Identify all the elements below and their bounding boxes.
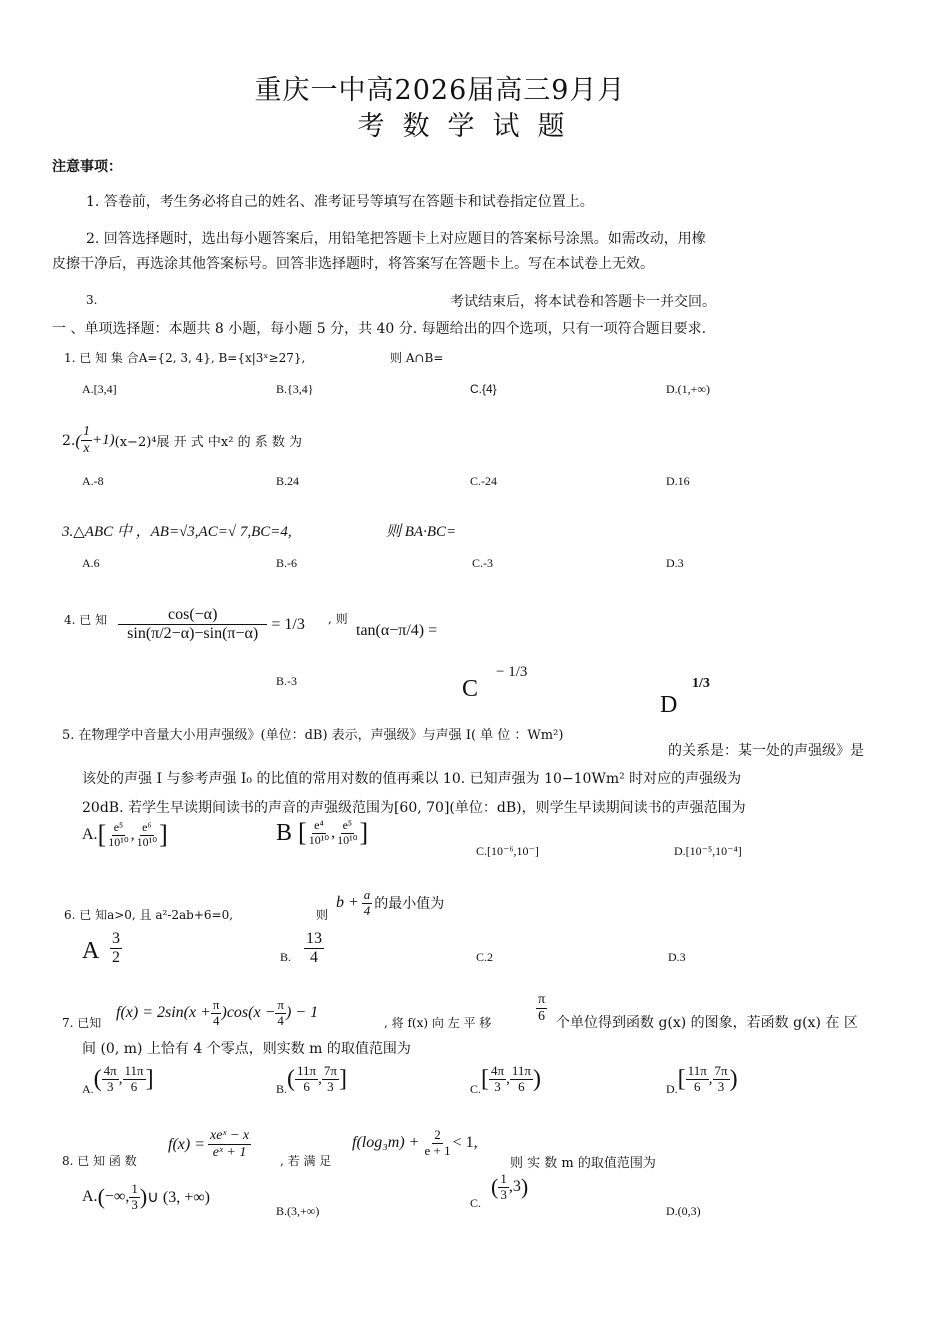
q5-option-a-bracket-open: [ bbox=[97, 820, 107, 849]
q1-option-b: B.{3,4} bbox=[276, 382, 314, 396]
q5-line-2: 的关系是：某一处的声强级》是 bbox=[668, 743, 864, 759]
q7-cos: )cos(x − bbox=[221, 1004, 276, 1022]
q1-option-d: D.(1,+∞) bbox=[666, 382, 710, 396]
q8-option-d: D.(0,3) bbox=[666, 1204, 701, 1218]
q7-option-a-value: ( $\frac{4\pi}{3}$ , $\frac{11\pi}{6}$ ] bbox=[93, 1063, 154, 1094]
notice-item-1: 1. 答卷前，考生务必将自己的姓名、准考证号等填写在答题卡和试卷指定位置上。 bbox=[86, 194, 594, 210]
notice-heading: 注意事项： bbox=[52, 159, 122, 175]
q8-fraction-2: $\frac{2}{e + 1}$ bbox=[424, 1127, 451, 1158]
q6-option-a-letter: A bbox=[82, 938, 100, 964]
q7-fx-def: f(x) = 2sin(x + bbox=[116, 1004, 211, 1022]
q6-option-d: D.3 bbox=[668, 950, 686, 964]
q5-option-b-frac-1: $\frac{\text{e⁴}}{\text{10¹⁰}}$ bbox=[308, 817, 330, 847]
q5-option-a-bracket-close: ] bbox=[159, 820, 168, 849]
q4-fraction-numerator: cos(−α) bbox=[118, 606, 267, 625]
q8-option-a-letter: A. bbox=[82, 1188, 98, 1206]
q7-line-1-suffix: 个单位得到函数 g(x) 的图象，若函数 g(x) 在 区 bbox=[556, 1015, 858, 1031]
q3-option-c: C.-3 bbox=[472, 556, 493, 570]
q2-option-b: B.24 bbox=[276, 474, 300, 488]
q7-minus-one: ) − 1 bbox=[285, 1004, 319, 1022]
q7-option-c-value: [ $\frac{4\pi}{3}$ , $\frac{11\pi}{6}$ ) bbox=[481, 1063, 541, 1094]
q2-stem bbox=[62, 424, 302, 457]
q4-then: , 则 bbox=[328, 612, 348, 626]
q2-expr-tail: (x−2)⁴展 开 式 中x² 的 系 数 为 bbox=[114, 435, 302, 451]
q7-pi-over-4-b: $\frac{\pi}{4}$ bbox=[277, 997, 284, 1028]
q2-option-d: D.16 bbox=[666, 474, 690, 488]
q6-option-b-value: $\frac{13}{4}$ bbox=[306, 930, 322, 967]
q6-stem: 6. 已 知a>0, 且 a²-2ab+6=0, bbox=[64, 908, 234, 922]
q6-a-over-4: $\frac{a}{4}$ bbox=[363, 887, 371, 918]
q6-expression bbox=[336, 888, 444, 919]
q2-option-c: C.-24 bbox=[470, 474, 497, 488]
q6-option-c: C.2 bbox=[476, 950, 494, 964]
q5-line-1: 5. 在物理学中音量大小用声强级》(单位：dB) 表示，声强级》与声强 I( 单 位 ：Wm²) bbox=[62, 728, 564, 743]
q3-option-a: A.6 bbox=[82, 556, 100, 570]
q5-option-b-bracket-open: [ bbox=[298, 818, 307, 847]
q4-equals: = 1/3 bbox=[271, 615, 305, 633]
q3-option-d: D.3 bbox=[666, 556, 684, 570]
q4-expression bbox=[118, 606, 305, 644]
q2-plus-one: +1) bbox=[92, 432, 115, 449]
q8-option-a: A. ( −∞, $\frac{1}{3}$ ) ∪ (3, +∞) bbox=[82, 1181, 210, 1212]
q1-option-c: C.{4} bbox=[470, 382, 497, 396]
q7-option-a-letter: A. bbox=[82, 1081, 94, 1096]
q6-ask-suffix: 的最小值为 bbox=[374, 897, 445, 913]
q8-log-term: f(log₃m) + bbox=[352, 1134, 420, 1152]
q8-option-c-letter: C. bbox=[470, 1195, 482, 1210]
q5-option-a-frac-1: $\frac{\text{e⁵}}{\text{10¹⁰}}$ bbox=[108, 819, 129, 849]
q7-option-b bbox=[276, 1063, 347, 1099]
q8-condition-text: , 若 满 足 bbox=[280, 1154, 332, 1168]
q7-pi-over-4-a: $\frac{\pi}{4}$ bbox=[212, 997, 220, 1028]
q7-option-d bbox=[666, 1063, 738, 1099]
q7-shift-text: , 将 f(x) 向 左 平 移 bbox=[384, 1016, 492, 1030]
q2-number: 2. bbox=[62, 432, 76, 449]
q4-number: 4. 已 知 bbox=[64, 613, 108, 627]
page-subtitle: 考数学试题 bbox=[357, 111, 583, 142]
q8-option-c-value: ( $\frac{1}{3}$ ,3 ) bbox=[491, 1171, 529, 1202]
q7-prefix: 7. 已知 bbox=[62, 1016, 102, 1030]
q4-option-d-value: 1/3 bbox=[692, 676, 710, 691]
q7-option-a bbox=[82, 1063, 154, 1099]
q4-ask: tan(α−π/4) = bbox=[356, 622, 438, 639]
q7-option-b-letter: B. bbox=[276, 1081, 288, 1096]
q7-option-d-letter: D. bbox=[666, 1081, 678, 1096]
q2-paren-open: ( bbox=[75, 430, 82, 450]
q4-fraction bbox=[118, 606, 267, 644]
q5-line-3: 该处的声强 I 与参考声强 I₀ 的比值的常用对数的值再乘以 10. 已知声强为 10−10Wm² 时对应的声强级为 bbox=[82, 771, 742, 787]
q5-option-a bbox=[82, 820, 168, 850]
q7-option-c bbox=[470, 1063, 541, 1099]
q1-ask: 则 A∩B= bbox=[390, 351, 444, 365]
section-heading: 一 、单项选择题：本题共 8 小题，每小题 5 分，共 40 分. 每题给出的四个选项，只有一项符合题目要求. bbox=[52, 321, 707, 337]
q8-less-than: < 1, bbox=[452, 1134, 478, 1152]
notice-item-2-line-1: 2. 回答选择题时，选出每小题答案后，用铅笔把答题卡上对应题目的答案标号涂黑。如需改动，用橡 bbox=[86, 231, 706, 247]
q8-option-b: B.(3,+∞) bbox=[276, 1204, 320, 1218]
q5-option-a-letter: A. bbox=[82, 826, 98, 843]
q2-option-a: A.-8 bbox=[82, 474, 104, 488]
q5-option-b-bracket-close: ] bbox=[359, 818, 369, 847]
q7-option-b-value: ( $\frac{11\pi}{6}$ , $\frac{7\pi}{3}$ ] bbox=[287, 1063, 347, 1094]
q5-option-b-letter: B bbox=[276, 819, 293, 846]
q4-option-c-letter: C bbox=[462, 676, 479, 702]
q3-stem: 3.△ABC 中 ，AB=√3,AC=√ 7,BC=4, bbox=[62, 524, 292, 540]
notice-item-3-number: 3. bbox=[86, 293, 98, 307]
q7-shift-amount: $\frac{\pi}{6}$ bbox=[538, 992, 546, 1025]
q5-option-b bbox=[276, 818, 368, 848]
q1-option-a: A.[3,4] bbox=[82, 382, 117, 396]
q4-fraction-denominator: sin(π/2−α)−sin(π−α) bbox=[127, 625, 259, 643]
q5-option-a-comma: , bbox=[130, 826, 135, 843]
q6-b-plus: b + bbox=[336, 894, 359, 912]
q3-ask: 则 BA·BC= bbox=[386, 524, 457, 540]
q7-line-2: 间 (0, m) 上恰有 4 个零点，则实数 m 的取值范围为 bbox=[82, 1041, 411, 1057]
q8-stem-prefix: 8. 已 知 函 数 bbox=[62, 1154, 137, 1168]
q8-function bbox=[168, 1128, 251, 1161]
q5-line-4: 20dB. 若学生早读期间读书的声音的声强级范围为[60, 70](单位：dB)，则学生早读期间读书的声强范围为 bbox=[82, 800, 746, 816]
notice-item-3-text: 考试结束后，将本试卷和答题卡一并交回。 bbox=[450, 294, 716, 310]
q2-fraction: $\frac{1}{x}$ bbox=[83, 424, 91, 457]
q8-option-c bbox=[470, 1171, 529, 1215]
q5-option-b-frac-2: $\frac{\text{e⁵}}{\text{10¹⁰}}$ bbox=[337, 817, 358, 847]
notice-item-2-line-2: 皮擦干净后，再选涂其他答案标号。回答非选择题时，将答案写在答题卡上。写在本试卷上无效。 bbox=[52, 256, 654, 272]
q8-fraction: $\frac{\text{xeˣ − x}}{\text{eˣ + 1}}$ bbox=[210, 1128, 250, 1161]
q1-stem: 1. 已 知 集 合A={2, 3, 4}, B={x|3ˣ≥27}, bbox=[64, 351, 306, 365]
q6-option-b-letter: B. bbox=[280, 950, 292, 964]
q6-ask-prefix: 则 bbox=[316, 908, 329, 922]
page-title: 重庆一中高2026届高三9月月 bbox=[254, 75, 626, 106]
q8-inequality bbox=[352, 1128, 478, 1159]
q5-option-a-frac-2: $\frac{\text{e⁶}}{\text{10¹⁰}}$ bbox=[136, 819, 158, 849]
q5-option-c: C.[10⁻⁶,10⁻] bbox=[476, 844, 539, 858]
q5-option-b-comma: , bbox=[331, 824, 336, 841]
q8-fx: f(x) = bbox=[168, 1135, 205, 1153]
q7-function bbox=[116, 998, 318, 1029]
q8-stem-suffix: 则 实 数 m 的取值范围为 bbox=[510, 1156, 656, 1171]
q7-option-d-value: [ $\frac{11\pi}{6}$ , $\frac{7\pi}{3}$ ) bbox=[677, 1063, 738, 1094]
q7-option-c-letter: C. bbox=[470, 1081, 482, 1096]
q5-option-d: D.[10⁻⁵,10⁻⁴] bbox=[674, 844, 742, 858]
q3-option-b: B.-6 bbox=[276, 556, 297, 570]
q6-option-a-value: $\frac{3}{2}$ bbox=[112, 930, 120, 967]
q4-option-c-value: − 1/3 bbox=[496, 664, 528, 680]
q4-option-b: B.-3 bbox=[276, 674, 297, 688]
q4-option-d-letter: D bbox=[660, 692, 678, 718]
